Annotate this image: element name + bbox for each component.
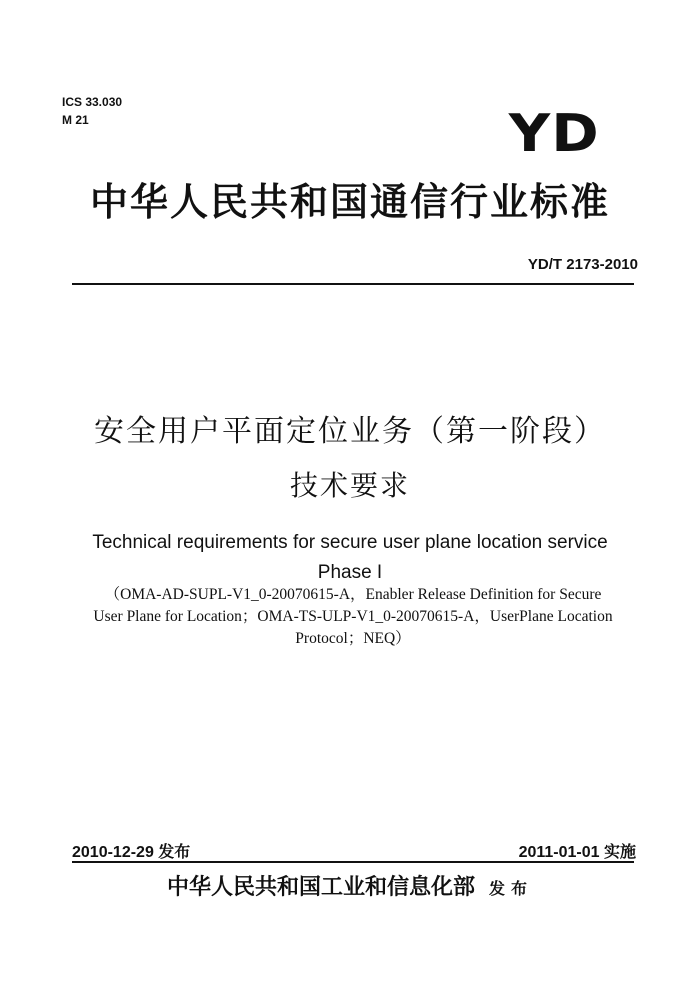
publisher-note: 发布 — [489, 879, 534, 898]
footer-divider — [72, 861, 634, 863]
reference-line: （OMA-AD-SUPL-V1_0-20070615-A，Enabler Release Definition for Secure — [104, 586, 602, 603]
classification-code: M 21 — [62, 113, 89, 127]
standard-title: 中华人民共和国通信行业标准 — [89, 182, 610, 224]
publisher-name: 中华人民共和国工业和信息化部 — [166, 874, 475, 900]
document-phase-en: Phase I — [317, 562, 383, 583]
issue-date: 2010-12-29 发布 — [72, 844, 191, 861]
document-title-en: Technical requirements for secure user plane location service — [92, 532, 608, 553]
reference-standards — [64, 584, 642, 650]
implementation-date: 2011-01-01 实施 — [518, 844, 636, 861]
yd-logo: YD — [508, 104, 600, 164]
reference-line: User Plane for Location；OMA-TS-ULP-V1_0-20070615-A，UserPlane Location — [93, 608, 613, 625]
standard-number: YD/T 2173-2010 — [527, 256, 638, 273]
reference-line: Protocol；NEQ） — [295, 630, 411, 647]
document-title-cn: 安全用户平面定位业务（第一阶段） — [94, 414, 606, 449]
publisher — [0, 872, 700, 904]
header-divider — [72, 283, 634, 285]
document-subtitle-cn: 技术要求 — [289, 469, 410, 502]
ics-code: ICS 33.030 — [62, 95, 123, 109]
